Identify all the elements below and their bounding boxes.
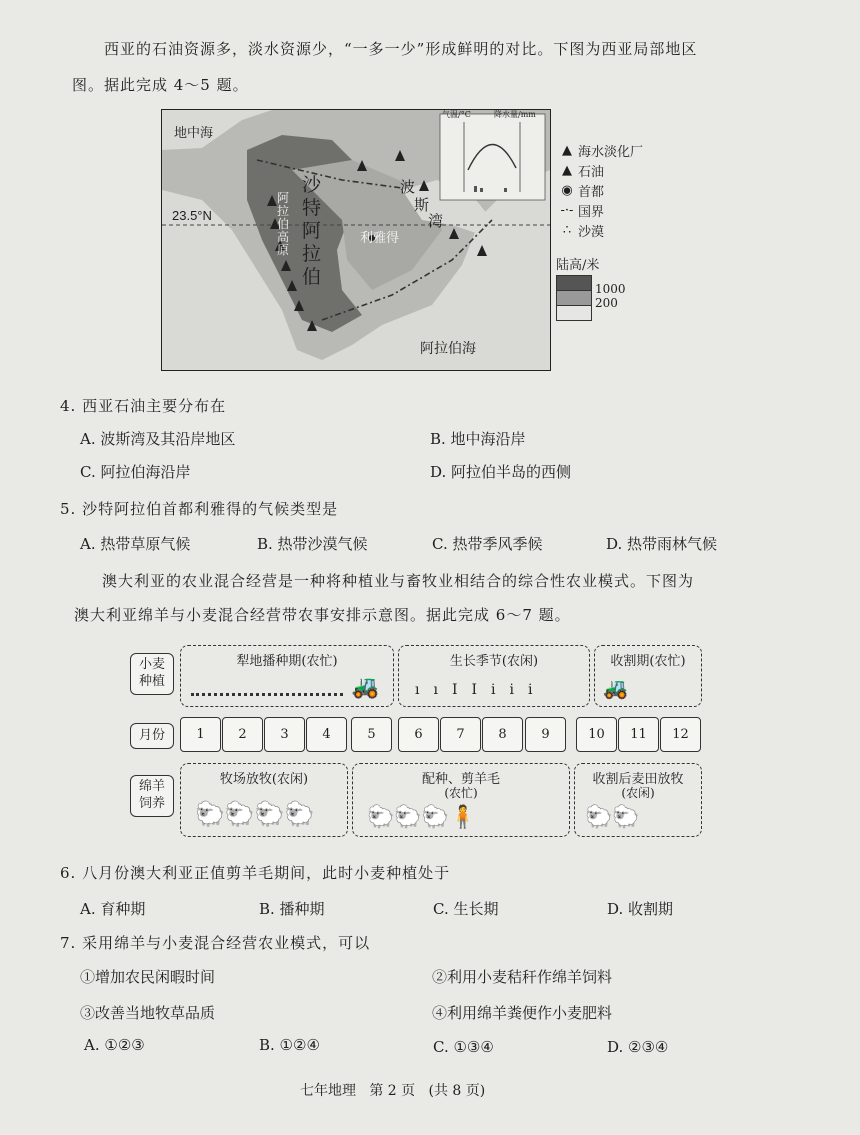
map-graphic <box>162 110 550 370</box>
q4-option-a[interactable]: A. 波斯湾及其沿岸地区 <box>80 430 236 448</box>
sheep-row-label: 绵羊饲养 <box>130 775 174 817</box>
phase-label: 犁地播种期(农忙) <box>236 654 338 669</box>
desert-icon: ∴ <box>562 222 572 238</box>
intro-text-line2: 图。据此完成 4～5 题。 <box>72 76 249 94</box>
month-cell: 7 <box>440 717 481 752</box>
month-cell: 8 <box>482 717 523 752</box>
elevation-title: 陆高/米 <box>556 258 600 273</box>
triangle-small-icon: ▲ <box>562 142 572 158</box>
legend-label: 国界 <box>578 204 605 220</box>
legend-label: 首都 <box>578 184 605 200</box>
phase-label: 收割期(农忙) <box>610 654 686 669</box>
q4-option-c[interactable]: C. 阿拉伯海沿岸 <box>80 463 191 481</box>
arabian-plateau-label: 阿拉伯高原 <box>277 191 290 257</box>
legend-label: 沙漠 <box>578 224 605 240</box>
wheat-row-label: 小麦种植 <box>130 653 174 695</box>
q7-statement-3: ③改善当地牧草品质 <box>80 1004 216 1022</box>
q7-statement-1: ①增加农民闲暇时间 <box>80 968 216 986</box>
month-row-label: 月份 <box>130 723 174 749</box>
sheep-phase-stubble <box>574 763 702 837</box>
elevation-value: 1000 <box>595 282 626 296</box>
month-cell: 11 <box>618 717 659 752</box>
wheat-phase-sowing <box>180 645 394 707</box>
mediterranean-label: 地中海 <box>174 125 214 140</box>
q6-option-c[interactable]: C. 生长期 <box>433 900 499 918</box>
elevation-value: 200 <box>595 296 618 310</box>
q4-option-b[interactable]: B. 地中海沿岸 <box>430 430 526 448</box>
sheep-field-icon: 🐑🐑 <box>585 805 640 830</box>
precip-axis-label: 降水量/mm <box>494 110 536 119</box>
gulf-label-2: 斯 <box>414 196 430 214</box>
wheat-phase-growing <box>398 645 590 707</box>
saudi-arabia-label: 沙特阿拉伯 <box>302 174 322 288</box>
phase-sublabel: (农忙) <box>444 786 478 800</box>
q5-option-d[interactable]: D. 热带雨林气候 <box>606 535 718 553</box>
q6-option-b[interactable]: B. 播种期 <box>259 900 325 918</box>
q7-stem: 7. 采用绵羊与小麦混合经营农业模式，可以 <box>60 934 371 952</box>
q6-stem: 6. 八月份澳大利亚正值剪羊毛期间，此时小麦种植处于 <box>60 864 451 882</box>
sheep-phase-shearing <box>352 763 570 837</box>
phase-label: 生长季节(农闲) <box>449 654 539 669</box>
intro-text-line1: 西亚的石油资源多，淡水资源少，“一多一少”形成鲜明的对比。下图为西亚局部地区 <box>104 40 698 58</box>
riyadh-label: 利雅得 <box>360 231 400 246</box>
month-cell: 2 <box>222 717 263 752</box>
phase-label: 牧场放牧(农闲) <box>219 772 309 787</box>
q7-option-d[interactable]: D. ②③④ <box>607 1038 669 1056</box>
legend-row <box>556 180 643 200</box>
q4-stem: 4. 西亚石油主要分布在 <box>60 397 227 415</box>
phase-sublabel: (农闲) <box>621 786 655 800</box>
phase-label: 收割后麦田放牧 <box>592 772 684 787</box>
legend-label: 海水淡化厂 <box>578 144 644 160</box>
q5-option-a[interactable]: A. 热带草原气候 <box>80 535 191 553</box>
month-cell: 3 <box>264 717 305 752</box>
legend-row <box>556 220 643 240</box>
gulf-label-3: 湾 <box>428 212 444 230</box>
month-cell: 10 <box>576 717 617 752</box>
farming-schedule-diagram <box>130 645 705 840</box>
temp-axis-label: 气温/°C <box>442 110 471 119</box>
q5-stem: 5. 沙特阿拉伯首都利雅得的气候类型是 <box>60 500 339 518</box>
q7-option-a[interactable]: A. ①②③ <box>84 1036 145 1054</box>
legend-row <box>556 200 643 220</box>
q5-option-c[interactable]: C. 热带季风季候 <box>432 535 543 553</box>
q7-statement-2: ②利用小麦秸秆作绵羊饲料 <box>432 968 613 986</box>
q6-option-a[interactable]: A. 育种期 <box>80 900 146 918</box>
q7-statement-4: ④利用绵羊粪便作小麦肥料 <box>432 1004 613 1022</box>
month-cell: 12 <box>660 717 701 752</box>
legend-row <box>556 160 643 180</box>
legend-label: 石油 <box>578 164 605 180</box>
legend-row <box>556 140 643 160</box>
map-legend <box>556 140 643 321</box>
oil-icon: ▲ <box>562 162 572 178</box>
q7-option-b[interactable]: B. ①②④ <box>259 1036 320 1054</box>
month-cell: 4 <box>306 717 347 752</box>
gulf-label-1: 波 <box>400 178 416 196</box>
phase-label: 配种、剪羊毛 <box>421 772 500 787</box>
q5-option-b[interactable]: B. 热带沙漠气候 <box>257 535 368 553</box>
west-asia-map <box>161 109 551 371</box>
wheat-phase-harvest <box>594 645 702 707</box>
capital-icon: ◉ <box>561 182 573 198</box>
wheat-growth-icon: ııIIiii <box>415 682 547 698</box>
month-cell: 9 <box>525 717 566 752</box>
shearing-icon: 🐑🐑🐑🧍 <box>367 805 477 830</box>
q4-option-d[interactable]: D. 阿拉伯半岛的西侧 <box>430 463 572 481</box>
latitude-label: 23.5°N <box>172 208 212 223</box>
border-line-icon: -·- <box>560 202 574 218</box>
arabian-sea-label: 阿拉伯海 <box>420 341 476 357</box>
month-cell: 5 <box>351 717 392 752</box>
q7-option-c[interactable]: C. ①③④ <box>433 1038 494 1056</box>
sheep-herd-icon: 🐑🐑🐑🐑 <box>195 800 315 828</box>
month-cell: 6 <box>398 717 439 752</box>
harvester-icon: 🚜 <box>603 676 628 700</box>
month-cell: 1 <box>180 717 221 752</box>
intro2-text-line2: 澳大利亚绵羊与小麦混合经营带农事安排示意图。据此完成 6～7 题。 <box>74 606 571 624</box>
sheep-phase-grazing <box>180 763 348 837</box>
page-footer: 七年地理 第 2 页 (共 8 页) <box>300 1083 486 1099</box>
intro2-text-line1: 澳大利亚的农业混合经营是一种将种植业与畜牧业相结合的综合性农业模式。下图为 <box>102 572 695 590</box>
q6-option-d[interactable]: D. 收割期 <box>607 900 674 918</box>
elevation-scale <box>556 275 643 321</box>
tractor-icon: 🚜 <box>351 675 379 700</box>
